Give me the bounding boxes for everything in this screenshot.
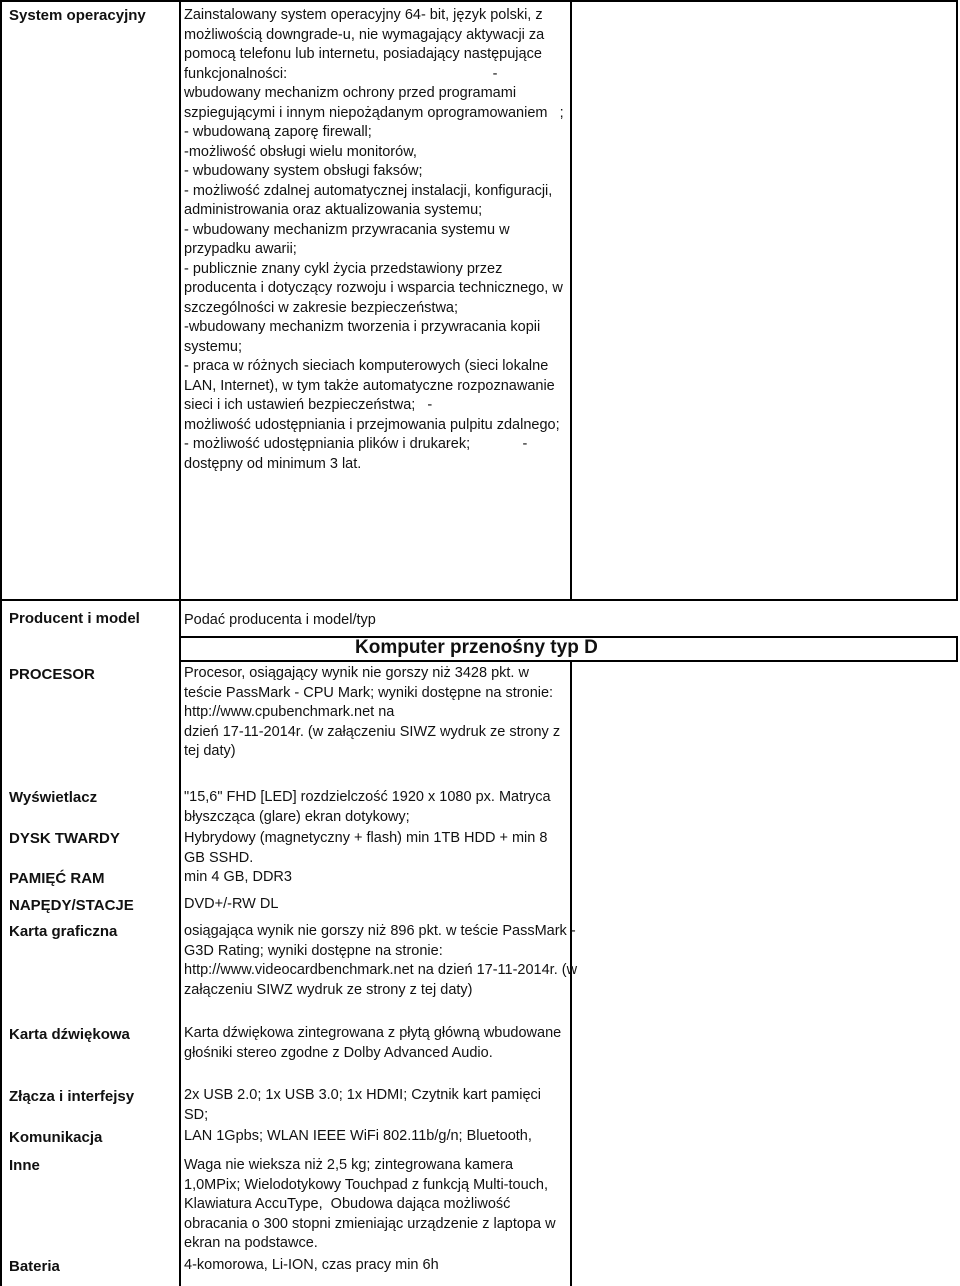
label-sound: Karta dźwiękowa	[9, 1026, 130, 1043]
grid-right-border	[956, 0, 958, 600]
label-cpu: PROCESOR	[9, 666, 95, 683]
grid-col-divider-right	[570, 0, 572, 600]
label-comm: Komunikacja	[9, 1129, 103, 1146]
value-drives: DVD+/-RW DL	[184, 896, 279, 912]
grid-row-divider-os	[0, 599, 958, 601]
value-comm: LAN 1Gpbs; WLAN IEEE WiFi 802.11b/g/n; Bluetooth,	[184, 1128, 532, 1144]
label-ports: Złącza i interfejsy	[9, 1088, 135, 1105]
section-title: Komputer przenośny typ D	[355, 637, 598, 658]
label-gpu: Karta graficzna	[9, 923, 118, 940]
value-cpu: Procesor, osiągający wynik nie gorszy niż 3428 pkt. w teście PassMark - CPU Mark; wyniki dostępne na stronie: http://www.cpubenchmark.net na dzień 17-11-2014r. (w załączeniu SIWZ wydruk ze strony z tej daty)	[184, 665, 561, 759]
label-producer: Producent i model	[9, 610, 140, 627]
value-other: Waga nie wieksza niż 2,5 kg; zintegrowana kamera 1,0MPix; Wielodotykowy Touchpad z funkcją Multi-touch, Klawiatura AccuType, Obudowa dająca możliwość obracania o 300 stopni zmieniając urządzenie z laptopa w ekran na podstawce.	[184, 1157, 560, 1251]
label-drives: NAPĘDY/STACJE	[9, 897, 134, 914]
value-disk: Hybrydowy (magnetyczny + flash) min 1TB HDD + min 8 GB SSHD.	[184, 830, 552, 866]
label-display: Wyświetlacz	[9, 789, 98, 806]
value-display: "15,6" FHD [LED] rozdzielczość 1920 x 1080 px. Matryca błyszcząca (glare) ekran dotykowy;	[184, 789, 555, 825]
value-gpu: osiągająca wynik nie gorszy niż 896 pkt. w teście PassMark - G3D Rating; wyniki dostępne na stronie: http://www.videocardbenchmark.net na dzień 17-11-2014r. (w załączeniu SIWZ wydruk ze strony z tej daty)	[184, 923, 582, 998]
grid-top-border	[0, 0, 958, 2]
label-os: System operacyjny	[9, 7, 146, 24]
value-os: Zainstalowany system operacyjny 64- bit, język polski, z możliwością downgrade-u, nie wymagający aktywacji za pomocą telefonu lub internetu, posiadający następujące funkcjonalności: - wbudowany mechanizm ochrony przed programami szpiegującymi i innym niepożądanym oprogramowaniem ; - wbudowaną zaporę firewall; -możliwość obsługi wielu monitorów, - wbudowany system obsługi faksów; - możliwość zdalnej automatycznej instalacji, konfiguracji, administrowania oraz aktualizowania systemu; - wbudowany mechanizm przywracania systemu w przypadku awarii; - publicznie znany cykl życia przedstawiony przez producenta i dotyczący rozwoju i wsparcia technicznego, w szczególności w zakresie bezpieczeństwa; -wbudowany mechanizm tworzenia i przywracania kopii systemu; - praca w różnych sieciach komputerowych (sieci lokalne LAN, Internet), w tym także automatyczne rozpoznawanie sieci i ich ustawień bezpieczeństwa; - możliwość udostępniania i przejmowania pulpitu zdalnego; - możliwość udostępniania plików i drukarek; - dostępny od minimum 3 lat.	[184, 7, 564, 472]
value-battery: 4-komorowa, Li-ION, czas pracy min 6h	[184, 1257, 439, 1273]
grid-left-border	[0, 0, 2, 1286]
value-producer: Podać producenta i model/typ	[184, 612, 376, 628]
value-ports: 2x USB 2.0; 1x USB 3.0; 1x HDMI; Czytnik kart pamięci SD;	[184, 1087, 546, 1123]
value-sound: Karta dźwiękowa zintegrowana z płytą główną wbudowane głośniki stereo zgodne z Dolby Advanced Audio.	[184, 1025, 566, 1061]
value-ram: min 4 GB, DDR3	[184, 869, 292, 885]
label-other: Inne	[9, 1157, 40, 1174]
label-battery: Bateria	[9, 1258, 60, 1275]
label-disk: DYSK TWARDY	[9, 830, 120, 847]
label-ram: PAMIĘĆ RAM	[9, 870, 105, 887]
